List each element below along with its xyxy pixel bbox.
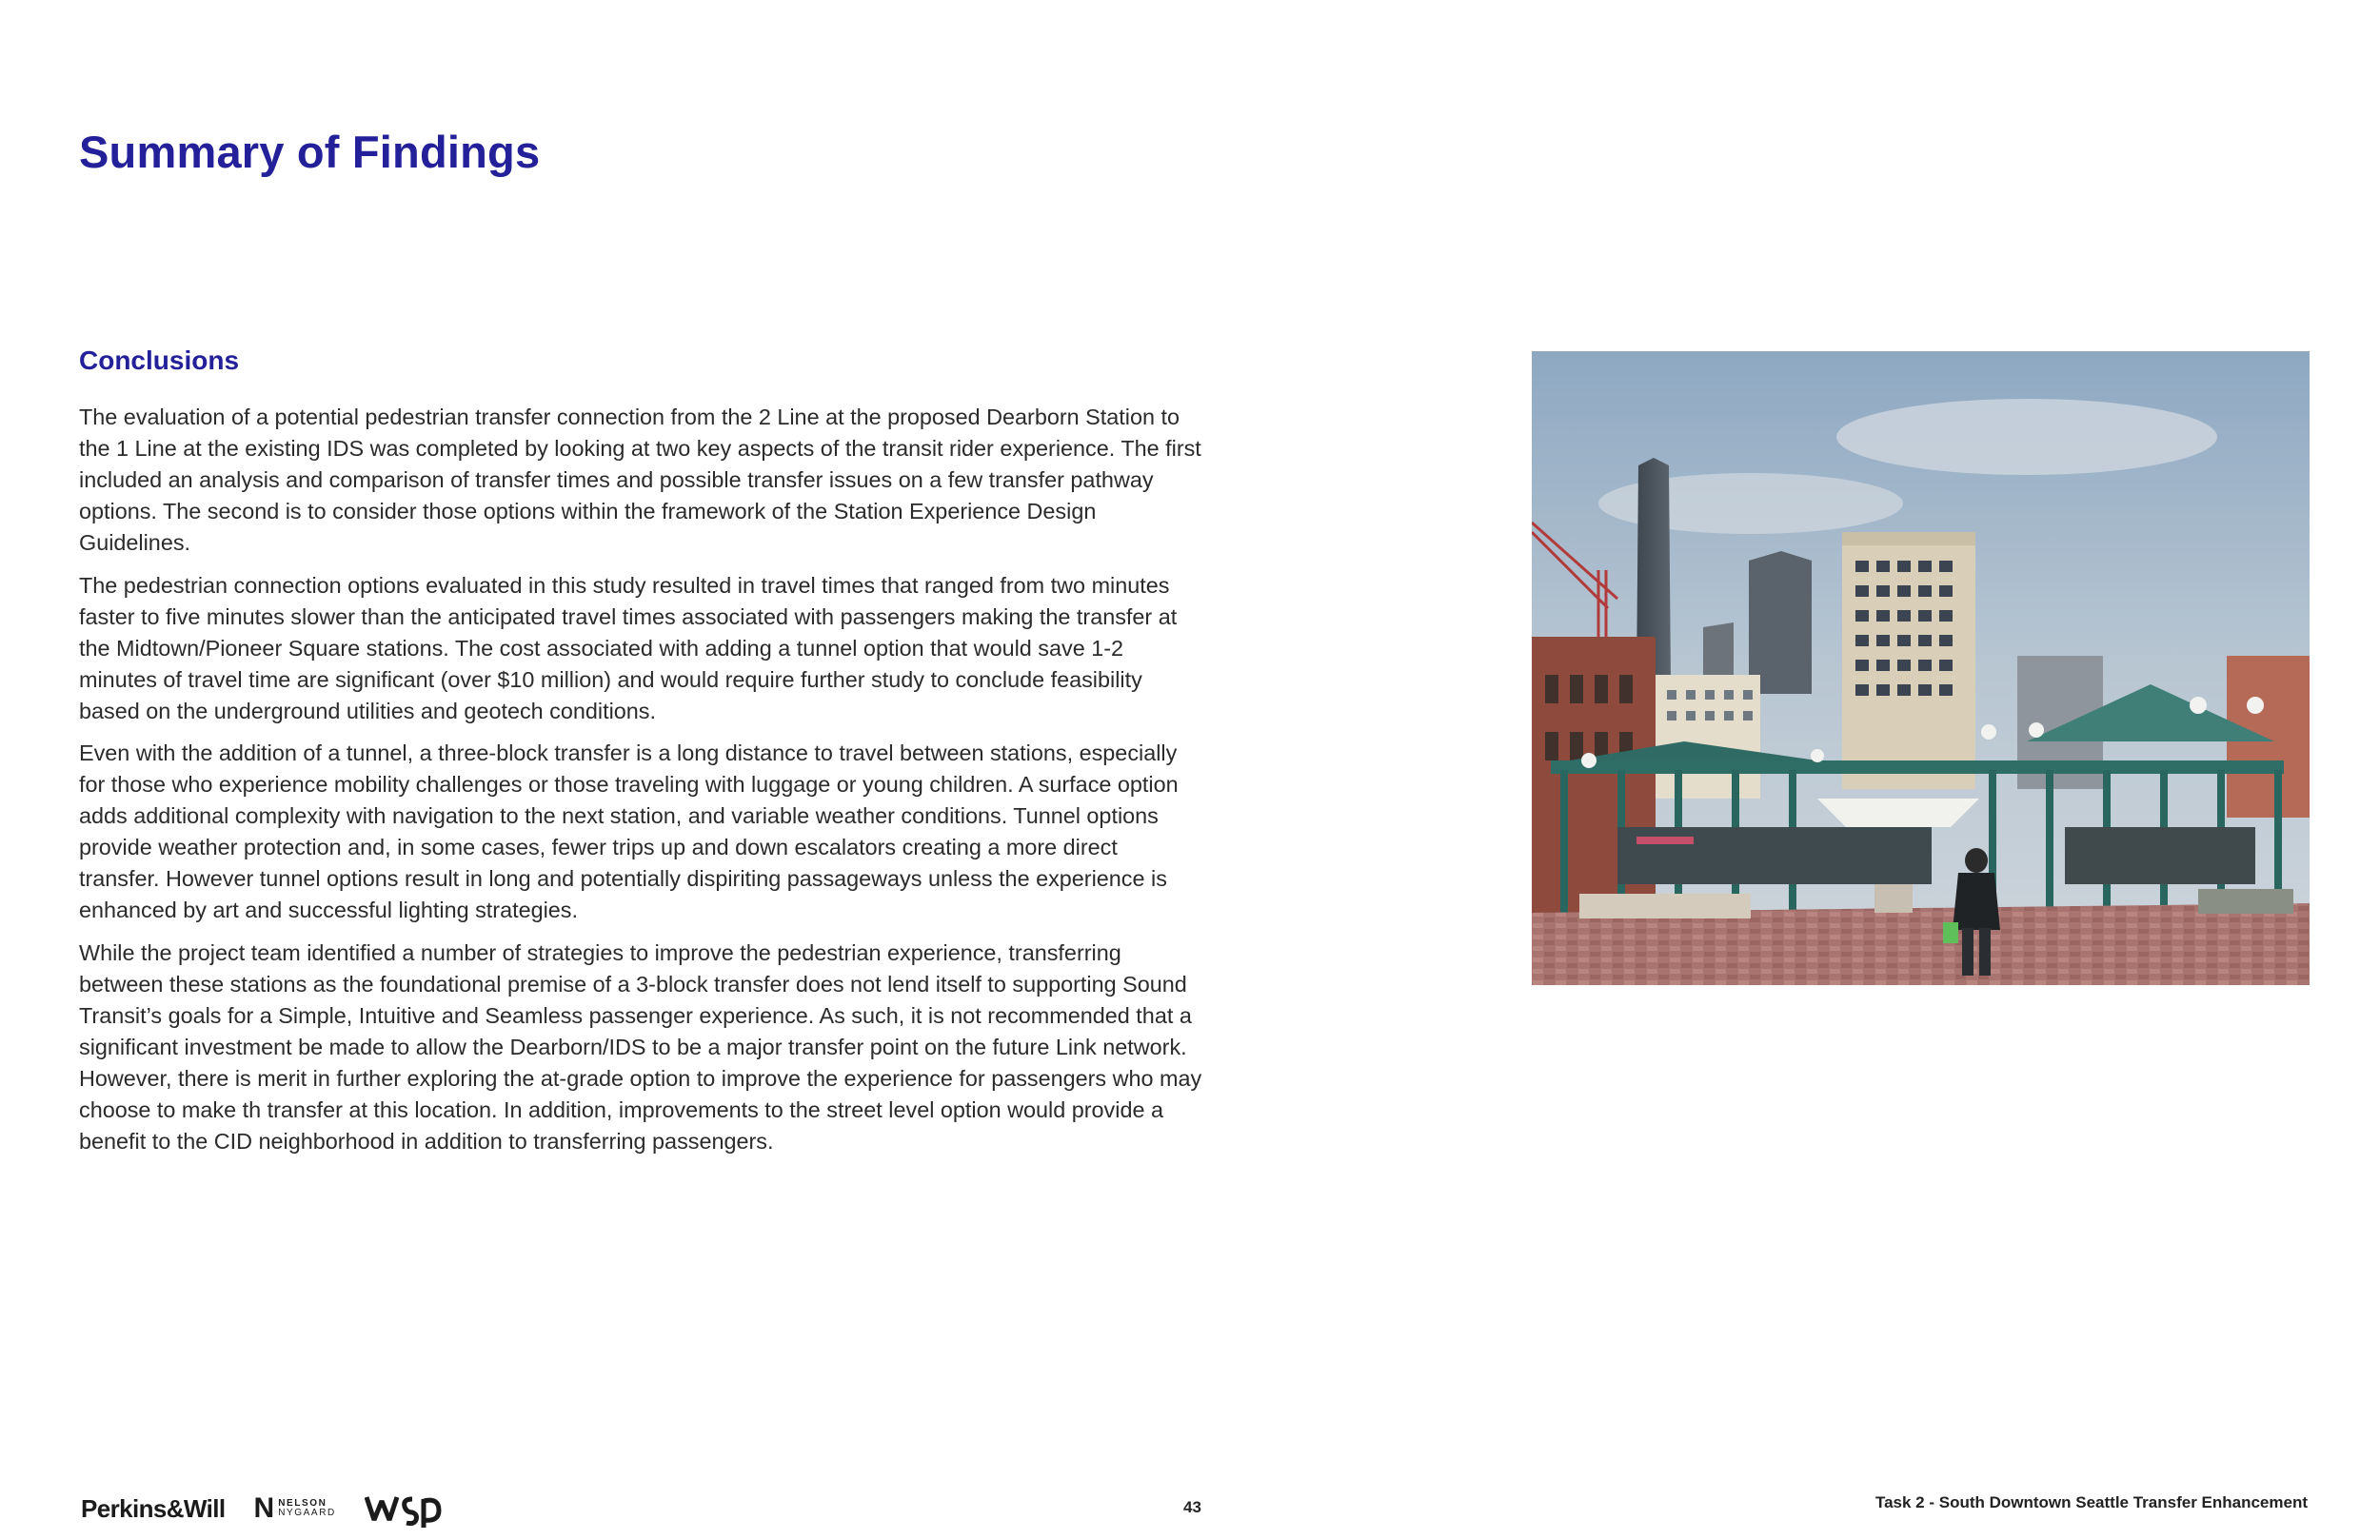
paragraph-3: Even with the addition of a tunnel, a three-block transfer is a long distance to travel between stations, especially for those who experience mobility challenges or those traveling with luggage or young children. A surface option adds additional complexity with navigation to the next station, and variable weather conditions. Tunnel options provide weather protection and, in some cases, fewer trips up and down escalators creating a more direct transfer. However tunnel options result in long and potentially dispiriting passageways unless the experience is enhanced by art and successful lighting strategies. [79,740,1179,922]
document-title: Task 2 - South Downtown Seattle Transfer Enhancement [1874,1493,2308,1511]
station-plaza-photo [1532,351,2310,985]
conclusions-body [79,402,1202,1168]
wsp-logo [365,1490,443,1528]
nelson-nygaard-top: NELSON [278,1498,327,1509]
page-title: Summary of Findings [79,127,541,177]
page-number: 43 [1183,1498,1201,1516]
paragraph-2: The pedestrian connection options evaluated in this study resulted in travel times that ranged from two minutes faster to five minutes slower than the anticipated travel times associated with passengers making the transfer at the Midtown/Pioneer Square stations. The cost associated with adding a tunnel option that would save 1-2 minutes of travel time are significant (over $10 million) and would require further study to conclude feasibility based on the underground utilities and geotech conditions. [79,572,1178,723]
paragraph-4: While the project team identified a number of strategies to improve the pedestrian experience, transferring between these stations as the foundational premise of a 3-block transfer does not lend itself to supporting Sound Transit’s goals for a Simple, Intuitive and Seamless passenger experience. As such, it is not recommended that a significant investment be made to allow the Dearborn/IDS to be a major transfer point on the future Link network. However, there is merit in further exploring the at-grade option to improve the experience for passengers who may choose to make th transfer at this location. In addition, improvements to the street level option would provide a benefit to the CID neighborhood in addition to transferring passengers. [79,939,1202,1154]
partner-logos [81,1485,443,1532]
nelson-nygaard-logo [254,1494,336,1523]
perkins-will-logo: Perkins&Will [81,1493,226,1523]
paragraph-1: The evaluation of a potential pedestrian transfer connection from the 2 Line at the proposed Dearborn Station to the 1 Line at the existing IDS was completed by looking at two key aspects of the transit rider experience. The first included an analysis and comparison of transfer times and possible transfer issues on a few transfer pathway options. The second is to consider those options within the framework of the Station Experience Design Guidelines. [79,405,1201,555]
nelson-nygaard-bottom: NYGAARD [278,1508,336,1518]
section-heading: Conclusions [79,346,240,375]
nelson-nygaard-n-mark: N [253,1492,275,1524]
